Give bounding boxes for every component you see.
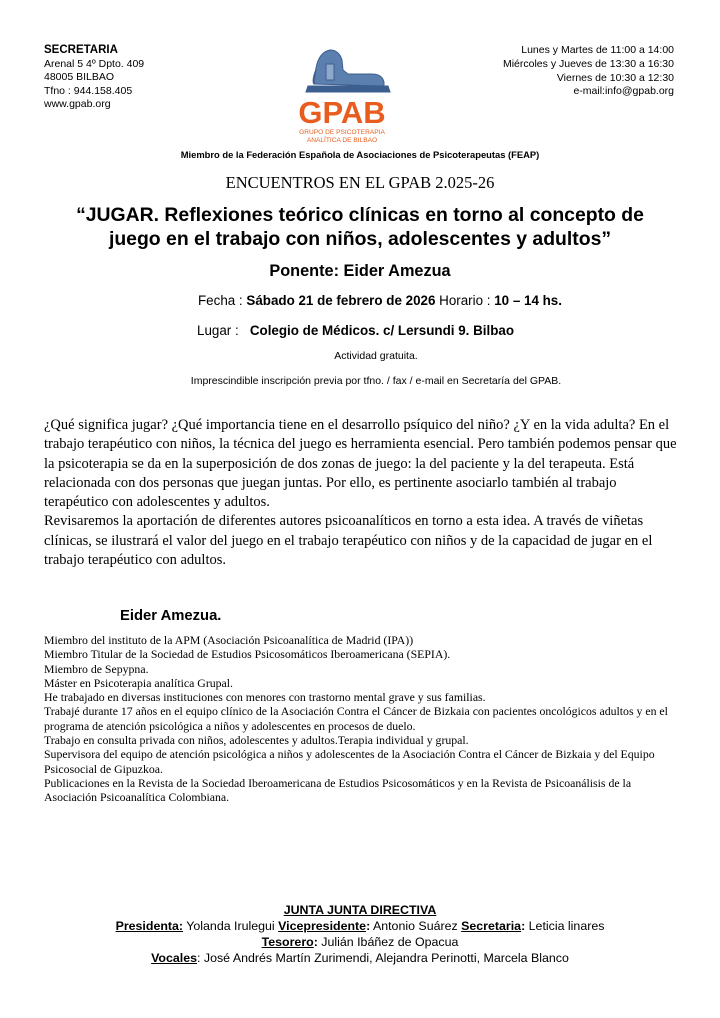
- secretaria-contact: [44, 44, 144, 112]
- bio-line: Máster en Psicoterapia analítica Grupal.: [44, 675, 234, 690]
- hours-line2: Miércoles y Jueves de 13:30 a 16:30: [502, 57, 674, 70]
- office-hours: [503, 44, 674, 99]
- venue-label: Lugar :: [197, 323, 250, 338]
- vicepresidente-label: Vicepresidente: [278, 919, 367, 933]
- contact-email: e-mail:info@gpab.org: [573, 85, 674, 98]
- board-line-3: [0, 950, 720, 966]
- venue-line: [197, 323, 514, 338]
- talk-title-line1: “JUGAR. Reflexiones teórico clínicas en torno al concepto de: [76, 204, 644, 226]
- feap-membership: Miembro de la Federación Española de Asociaciones de Psicoterapeutas (FEAP): [180, 149, 540, 160]
- sphinx-icon: [306, 50, 390, 92]
- event-series-title: ENCUENTROS EN EL GPAB 2.025-26: [225, 173, 495, 192]
- board-heading: JUNTA JUNTA DIRECTIVA: [283, 903, 437, 917]
- tesorero-name: Julián Ibáñez de Opacua: [317, 935, 459, 949]
- bio-line: He trabajado en diversas instituciones con menores con trastorno mental grave y sus familias.: [44, 690, 486, 705]
- hours-line1: Lunes y Martes de 11:00 a 14:00: [521, 44, 674, 56]
- presidenta-label: Presidenta:: [115, 919, 184, 933]
- time-label: Horario :: [435, 293, 495, 308]
- date-value: Sábado 21 de febrero de 2026: [246, 293, 436, 308]
- event-description: [44, 416, 680, 570]
- bio-line: Miembro de Sepypna.: [44, 661, 149, 676]
- bio-line: Trabajo en consulta privada con niños, adolescentes y adultos.Terapia individual y grupal.: [44, 733, 469, 748]
- tesorero-label: Tesorero: [261, 935, 314, 949]
- date-label: Fecha :: [198, 293, 247, 308]
- venue-value: Colegio de Médicos. c/ Lersundi 9. Bilbao: [249, 323, 514, 338]
- hours-line3: Viernes de 10:30 a 12:30: [556, 71, 674, 84]
- gpab-logo: [286, 40, 398, 152]
- bio-line: Miembro del instituto de la APM (Asociación Psicoanalítica de Madrid (IPA)): [44, 633, 414, 647]
- presidenta-name: Yolanda Irulegui: [183, 919, 279, 933]
- speaker-bio-heading: Eider Amezua.: [120, 608, 222, 624]
- time-value: 10 – 14 hs.: [494, 293, 562, 308]
- vocales-names: : José Andrés Martín Zurimendi, Alejandra Perinotti, Marcela Blanco: [197, 951, 569, 965]
- secretaria-website: www.gpab.org: [44, 98, 111, 110]
- logo-subtitle-line2: ANALÍTICA DE BILBAO: [306, 137, 378, 144]
- secretaria-label: Secretaria: [461, 919, 522, 933]
- secretaria-name: Leticia linares: [525, 919, 605, 933]
- logo-wordmark: GPAB: [298, 95, 386, 130]
- speaker-line: Ponente: Eider Amezua: [269, 262, 451, 280]
- vocales-label: Vocales: [151, 951, 197, 965]
- bio-line: Miembro Titular de la Sociedad de Estudios Psicosomáticos Iberoamericana (SEPIA).: [44, 647, 451, 662]
- secretaria-phone: Tfno : 944.158.405: [44, 84, 133, 97]
- description-paragraph-2: Revisaremos la aportación de diferentes autores psicoanalíticos en torno a esta idea. A través de viñetas clínicas, se ilustrará el valor del juego en el trabajo terapéutico con niños y de la capacidad de jugar en el trabajo terapéutico con adultos.: [44, 513, 653, 569]
- secretaria-address-line1: Arenal 5 4º Dpto. 409: [44, 57, 145, 70]
- board-of-directors: [0, 902, 720, 966]
- logo-subtitle-line1: GRUPO DE PSICOTERAPIA: [299, 129, 385, 136]
- secretaria-address-line2: 48005 BILBAO: [44, 71, 115, 83]
- secretaria-title: SECRETARIA: [44, 44, 118, 56]
- bio-line: Publicaciones en la Revista de la Sociedad Iberoamericana de Estudios Psicosomáticos y en la Revista de Psicoanálisis de la Asociación Psicoanalítica Colombiana.: [44, 775, 632, 805]
- board-line-2: Tesorero: Julián Ibáñez de Opacua: [261, 935, 459, 949]
- bio-line: Trabajé durante 17 años en el equipo clínico de la Asociación Contra el Cáncer de Bizkaia con pacientes oncológicos adultos y en el programa de atención psicológica a niños y adolescentes en procesos de duelo.: [44, 704, 668, 733]
- vicepresidente-name: Antonio Suárez: [370, 919, 462, 933]
- talk-title-line2: juego en el trabajo con niños, adolescentes y adultos”: [108, 228, 612, 250]
- free-activity-note: Actividad gratuita.: [334, 350, 418, 362]
- description-paragraph-1: ¿Qué significa jugar? ¿Qué importancia tiene en el desarrollo psíquico del niño? ¿Y en la vida adulta? En el trabajo terapéutico con niños, la técnica del juego es herramienta esencial. Pero también podemos pensar que la psicoterapia se da en la superposición de dos zonas de juego: la del paciente y la del terapeuta. Está relacionada con dos personas que juegan juntas. Por ello, es pertinente asociarlo también al trabajo terapéutico con adolescentes y adultos.: [44, 417, 677, 511]
- board-line-1: Presidenta: Yolanda Irulegui Vicepresidente: Antonio Suárez Secretaria: Leticia linares: [115, 919, 605, 933]
- registration-note: Imprescindible inscripción previa por tfno. / fax / e-mail en Secretaría del GPAB.: [190, 375, 562, 387]
- talk-title: [40, 203, 680, 251]
- speaker-bio: [44, 633, 684, 805]
- date-time-line: [0, 293, 720, 308]
- bio-line: Supervisora del equipo de atención psicológica a niños y adolescentes de la Asociación Contra el Cáncer de Bizkaia y del Equipo Psicosocial de Gipuzkoa.: [44, 747, 655, 776]
